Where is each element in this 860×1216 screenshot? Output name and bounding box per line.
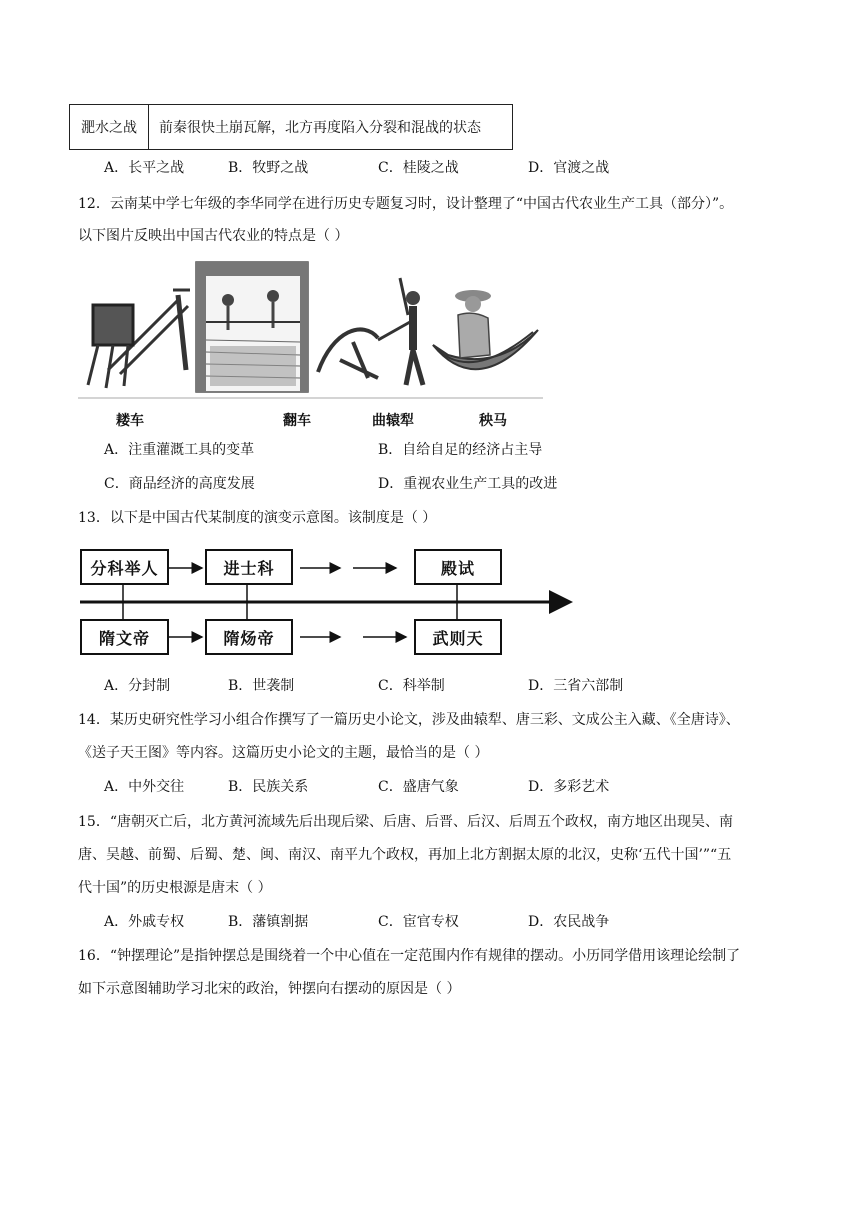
q15-stem-line1: 15．“唐朝灭亡后，北方黄河流域先后出现后梁、后唐、后晋、后汉、后周五个政权，南方地区出现吴、南 (78, 814, 733, 830)
caption-seedling-horse: 秧马 (479, 413, 507, 429)
q12-option-d[interactable]: D．重视农业生产工具的改进 (378, 476, 558, 492)
q13-option-c[interactable]: C．科举制 (378, 678, 445, 694)
q15-option-d[interactable]: D．农民战争 (528, 914, 610, 930)
caption-water-wheel: 翻车 (283, 413, 311, 429)
seedling-horse-illustration (433, 290, 538, 369)
q14-option-a[interactable]: A．中外交往 (104, 779, 185, 795)
box-wu-zetian: 武则天 (414, 619, 502, 655)
q12-stem-line1: 12．云南某中学七年级的李华同学在进行历史专题复习时，设计整理了“中国古代农业生产工具（部分）”。 (78, 196, 734, 212)
q13-option-a[interactable]: A．分封制 (104, 678, 171, 694)
battle-table (69, 104, 513, 150)
q14-option-c[interactable]: C．盛唐气象 (378, 779, 459, 795)
q14-option-b[interactable]: B．民族关系 (228, 779, 309, 795)
caption-curved-plough: 曲辕犁 (372, 413, 414, 429)
farm-tools-image (78, 260, 548, 402)
box-sui-wendi: 隋文帝 (80, 619, 169, 655)
q11-option-b[interactable]: B．牧野之战 (228, 160, 309, 176)
q11-option-c[interactable]: C．桂陵之战 (378, 160, 459, 176)
table-cell-battle: 淝水之战 (70, 105, 149, 149)
q16-stem-line1: 16．“钟摆理论”是指钟摆总是围绕着一个中心值在一定范围内作有规律的摆动。小历同学借用该理论绘制了 (78, 948, 741, 964)
q15-option-b[interactable]: B．藩镇割据 (228, 914, 309, 930)
box-jinshi-ke: 进士科 (205, 549, 293, 585)
q14-stem-line1: 14．某历史研究性学习小组合作撰写了一篇历史小论文，涉及曲辕犁、唐三彩、文成公主入藏、《全唐诗》、 (78, 712, 740, 728)
box-sui-yangdi: 隋炀帝 (205, 619, 293, 655)
q12-stem-line2: 以下图片反映出中国古代农业的特点是（ ） (78, 228, 349, 244)
q12-option-a[interactable]: A．注重灌溉工具的变革 (104, 442, 255, 458)
q14-stem-line2: 《送子天王图》等内容。这篇历史小论文的主题，最恰当的是（ ） (78, 745, 489, 761)
q12-option-b[interactable]: B．自给自足的经济占主导 (378, 442, 543, 458)
box-fenke-juren: 分科举人 (80, 549, 169, 585)
q13-option-b[interactable]: B．世袭制 (228, 678, 295, 694)
q15-option-a[interactable]: A．外戚专权 (104, 914, 185, 930)
table-cell-result: 前秦很快土崩瓦解，北方再度陷入分裂和混战的状态 (159, 120, 481, 136)
q15-stem-line3: 代十国”的历史根源是唐末（ ） (78, 880, 272, 896)
q12-option-c[interactable]: C．商品经济的高度发展 (104, 476, 255, 492)
q13-stem: 13．以下是中国古代某制度的演变示意图。该制度是（ ） (78, 510, 437, 526)
caption-seed-drill: 耧车 (116, 413, 144, 429)
q13-option-d[interactable]: D．三省六部制 (528, 678, 624, 694)
seed-drill-illustration (88, 290, 190, 388)
q16-stem-line2: 如下示意图辅助学习北宋的政治，钟摆向右摆动的原因是（ ） (78, 981, 461, 997)
water-wheel-illustration (196, 262, 308, 392)
curved-plough-illustration (318, 278, 423, 385)
q11-option-d[interactable]: D．官渡之战 (528, 160, 610, 176)
box-dianshi: 殿试 (414, 549, 502, 585)
q15-option-c[interactable]: C．宦官专权 (378, 914, 459, 930)
q14-option-d[interactable]: D．多彩艺术 (528, 779, 610, 795)
q15-stem-line2: 唐、吴越、前蜀、后蜀、楚、闽、南汉、南平九个政权，再加上北方割据太原的北汉，史称‘五代十国’”“五 (78, 847, 732, 863)
q11-option-a[interactable]: A．长平之战 (104, 160, 185, 176)
